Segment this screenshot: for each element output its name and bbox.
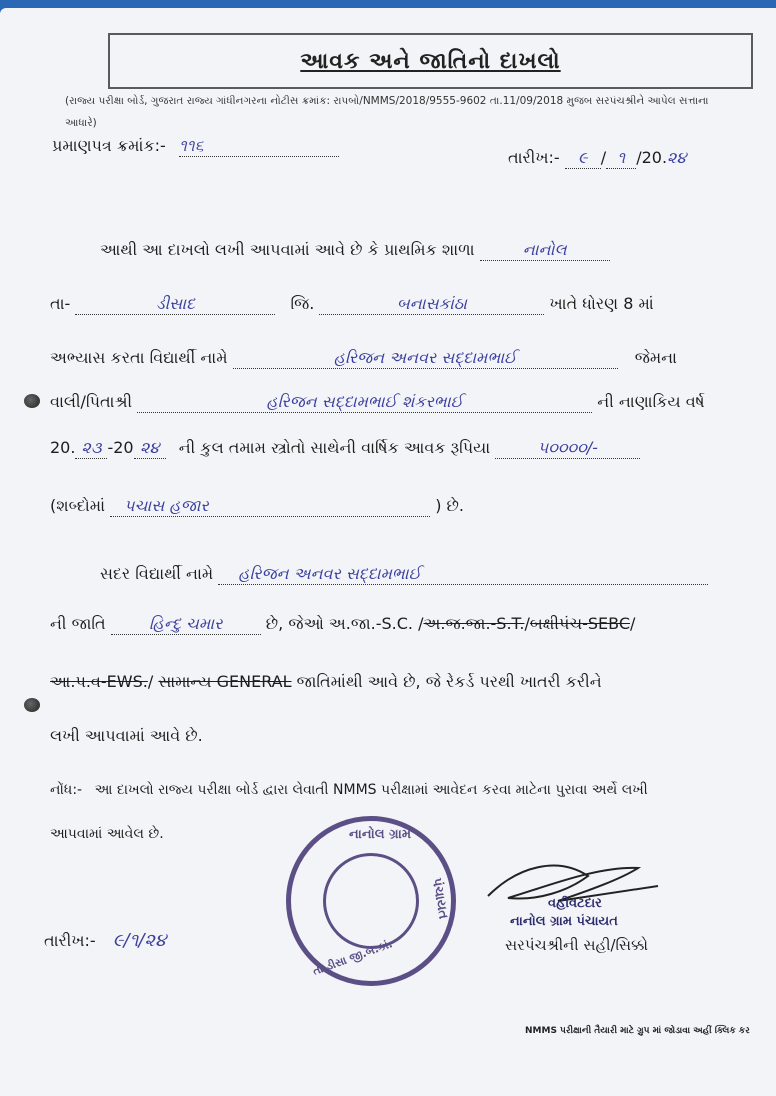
std-text: ખાતે ધોરણ 8 માં xyxy=(549,294,654,313)
stamp-top-text: નાનોલ ગ્રામ xyxy=(349,827,412,842)
year-prefix: 20. xyxy=(50,438,76,457)
date-label: તારીખ:- xyxy=(508,148,560,167)
signature-label: સરપંચશ્રીની સહી/સિક્કો xyxy=(505,936,649,954)
para2-line3 xyxy=(50,672,602,692)
general-option: સામાન્ય GENERAL xyxy=(158,672,292,691)
cert-number-value: ૧૧૬ xyxy=(179,136,339,157)
document-title: આવક અને જાતિનો દાખલો xyxy=(300,48,561,74)
signatory-org: નાનોલ ગ્રામ પંચાયત xyxy=(510,914,618,929)
jemna-text: જેમના xyxy=(634,348,677,367)
sebc-option: બક્ષીપંચ-SEBC xyxy=(529,614,631,633)
note-line2 xyxy=(50,826,164,842)
sep2: / xyxy=(630,614,636,633)
bottom-date-row xyxy=(44,930,166,951)
para1-line4 xyxy=(50,392,705,413)
para1-text: આથી આ દાખલો લખી આપવામાં આવે છે કે પ્રાથમિક શાળા xyxy=(100,240,475,259)
caste-value: હિન્દુ ચમાર xyxy=(111,614,261,635)
footer-text: NMMS પરીક્ષાની તૈયારી માટે ગ્રુપ માં જોડાવા અહીં ક્લિક કર xyxy=(525,1026,750,1036)
para1-line6 xyxy=(50,496,464,517)
taluka-label: તા- xyxy=(50,294,71,313)
income-text: ની કુલ તમામ સ્ત્રોતો સાથેની વાર્ષિક આવક રૂપિયા xyxy=(178,438,491,457)
para2-label: સદર વિદ્યાર્થી નામે xyxy=(100,564,214,583)
signature-label-row xyxy=(505,936,648,954)
income-in-words: પચાસ હજાર xyxy=(110,496,430,517)
ews-option: આ.પ.વ-EWS. xyxy=(50,672,148,691)
caste-end2: લખી આપવામાં આવે છે. xyxy=(50,726,203,745)
note-line1 xyxy=(50,782,648,798)
words-end: ) છે. xyxy=(435,496,464,515)
date-month: ૧ xyxy=(606,148,636,169)
st-option: અ.જ.જા.-S.T. xyxy=(423,614,525,633)
para2-student-name: હરિજન અનવર સદ્દામભાઈ xyxy=(218,564,708,585)
cert-number-row xyxy=(52,136,339,157)
year-to: ૨૪ xyxy=(134,438,166,459)
para1-line2 xyxy=(50,294,654,315)
para1-line1 xyxy=(100,240,610,261)
punch-hole-1 xyxy=(24,394,40,408)
punch-hole-2 xyxy=(24,698,40,712)
caste-end: જાતિમાંથી આવે છે, જે રેકર્ડ પરથી ખાતરી કરીને xyxy=(296,672,602,691)
para2-line4 xyxy=(50,726,203,746)
date-row: તારીખ:- ૯ / ૧ /20.૨૪ xyxy=(508,148,687,167)
caste-label: ની જાતિ xyxy=(50,614,106,633)
school-name: નાનોલ xyxy=(480,240,610,261)
note-label: નોંધ:- xyxy=(50,782,83,798)
title-box xyxy=(108,33,753,89)
certificate-paper xyxy=(0,8,776,1096)
para2-line2 xyxy=(50,614,635,635)
parent-name: હરિજન સદ્દામભાઈ શંકરભાઈ xyxy=(137,392,592,413)
sep3: / xyxy=(147,672,154,691)
stamp-inner-ring xyxy=(323,853,419,949)
sep1: / xyxy=(524,614,530,633)
para2-line1 xyxy=(100,564,708,585)
signatory-title: વહીવટદાર xyxy=(548,896,602,911)
district-label: જિ. xyxy=(290,294,315,313)
income-year-text: ની નાણાકિય વર્ષ xyxy=(597,392,705,411)
bottom-date-label: તારીખ:- xyxy=(44,931,96,950)
village-panchayat-stamp xyxy=(286,816,456,986)
date-year-prefix: 20. xyxy=(641,148,668,167)
note-text2: આપવામાં આવેલ છે. xyxy=(50,826,164,842)
words-label: (શબ્દોમાં xyxy=(50,496,105,515)
taluka-value: ડીસાદ xyxy=(75,294,275,315)
authority-note: (રાજ્ય પરીક્ષા બોર્ડ, ગુજરાત રાજ્ય ગાંધીનગરના નોટીસ ક્રમાંક: રાપબો/NMMS/2018/9555-9602 તા.11/09/2018 મુજબ સરપંચશ્રીને આપેલ સત્તાના આધારે) xyxy=(65,95,709,129)
stamp-right-text: પંચાયત xyxy=(428,876,451,921)
district-value: બનાસકાંઠા xyxy=(319,294,544,315)
year-from: ૨૩ xyxy=(75,438,107,459)
student-label: અભ્યાસ કરતા વિદ્યાર્થી નામે xyxy=(50,348,228,367)
date-day: ૯ xyxy=(565,148,601,169)
para1-line3 xyxy=(50,348,677,369)
cert-number-label: પ્રમાણપત્ર ક્રમાંક:- xyxy=(52,136,166,155)
stamp-bottom-text: તા.ડીસા જી.બ.કાં. xyxy=(311,937,395,978)
year-mid: -20 xyxy=(107,438,134,457)
income-amount: ૫૦૦૦૦/- xyxy=(495,438,640,459)
parent-label: વાલી/પિતાશ્રી xyxy=(50,392,133,411)
para1-line5 xyxy=(50,438,640,459)
student-name: હરિજન અનવર સદ્દામભાઈ xyxy=(233,348,618,369)
note-text1: આ દાખલો રાજ્ય પરીક્ષા બોર્ડ દ્વારા લેવાતી NMMS પરીક્ષામાં આવેદન કરવા માટેના પુરાવા અર્થે લખી xyxy=(94,782,648,798)
caste-mid: છે, જેઓ અ.જા.-S.C. / xyxy=(265,614,424,633)
bottom-date-value: ૯/૧/૨૪ xyxy=(112,930,167,951)
date-year: ૨૪ xyxy=(667,148,687,167)
